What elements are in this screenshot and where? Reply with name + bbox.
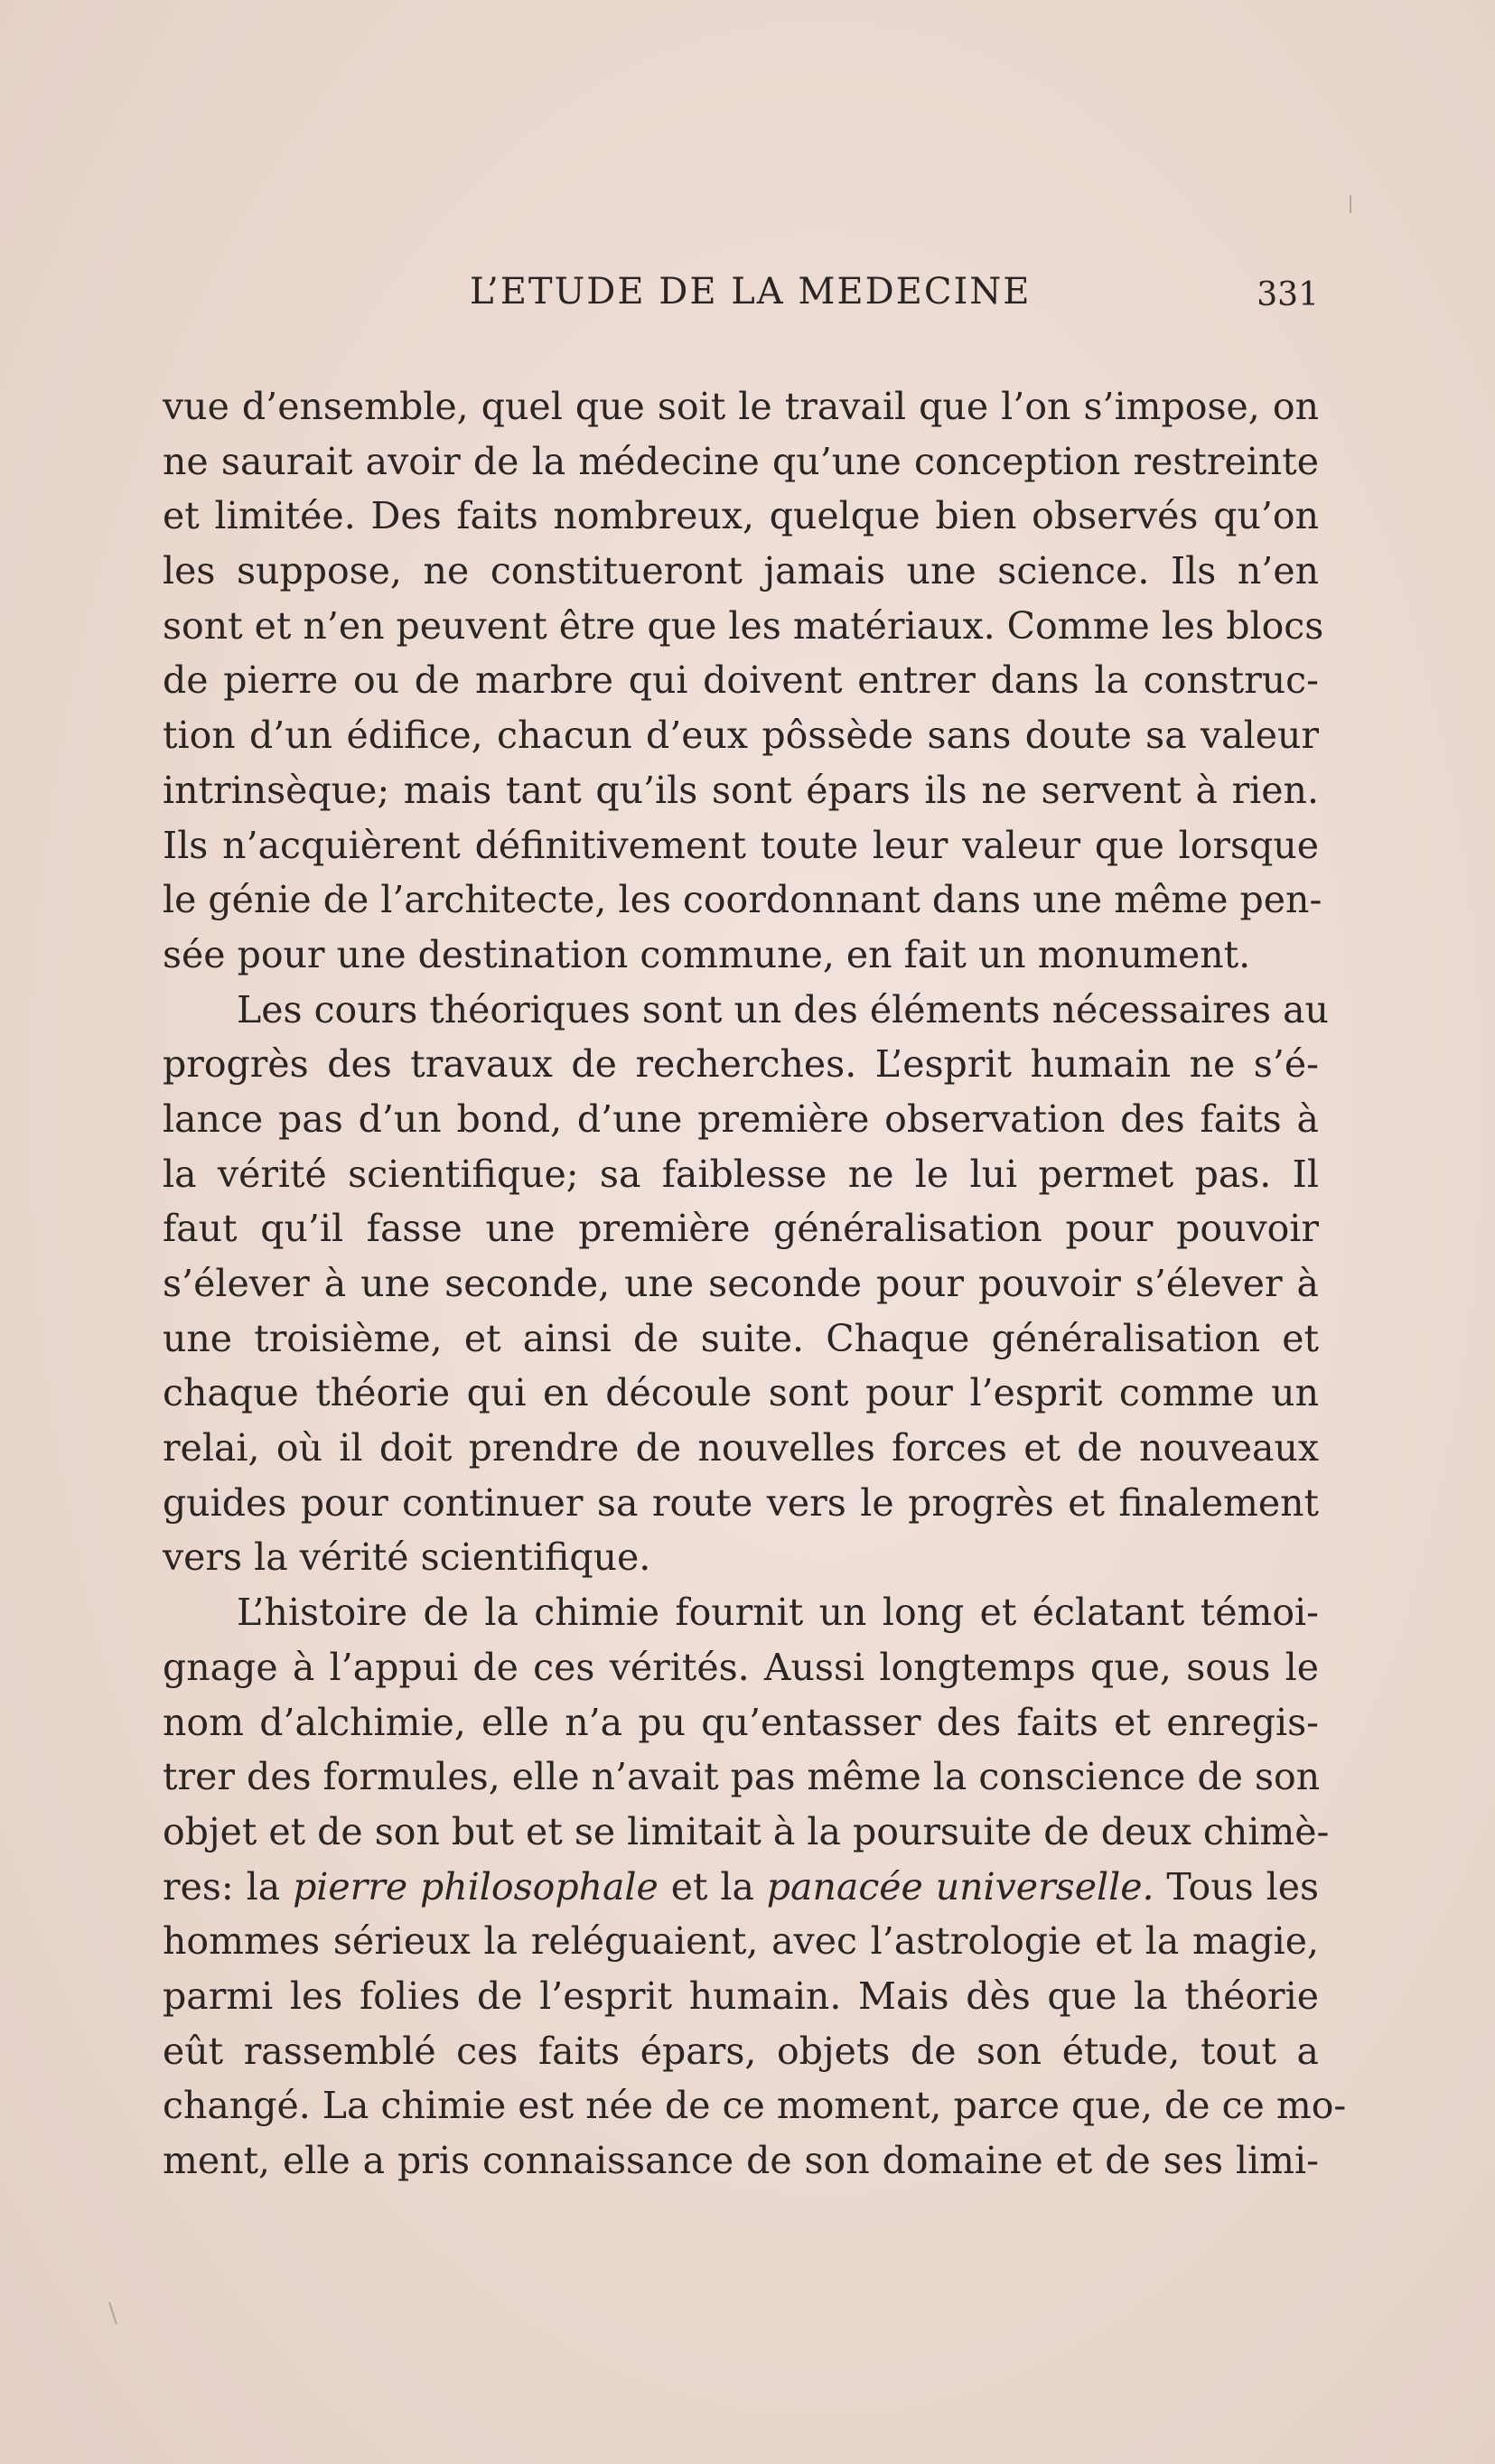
text-line — [163, 1256, 1319, 1311]
text-segment: la vérité scientifique; sa faiblesse ne le lui permet pas. Il — [163, 1152, 1319, 1196]
text-line — [163, 2078, 1347, 2133]
text-segment: de pierre ou de marbre qui doivent entrer dans la construc- — [163, 658, 1319, 703]
text-segment: vue d’ensemble, quel que soit le travail que l’on s’impose, on — [163, 385, 1319, 428]
running-head-title: L’ETUDE DE LA MEDECINE — [470, 271, 1032, 313]
text-segment: eût rassemblé ces faits épars, objets de son étude, tout a — [163, 2029, 1319, 2073]
paragraph — [163, 379, 1324, 983]
text-segment: gnage à l’appui de ces vérités. Aussi longtemps que, sous le — [163, 1645, 1319, 1689]
text-segment: res: la — [163, 1864, 294, 1909]
text-line — [163, 1914, 1319, 1969]
text-line — [163, 928, 1319, 983]
text-segment: Ils n’acquièrent définitivement toute leur valeur que lorsque — [163, 823, 1319, 867]
text-line — [163, 1530, 1319, 1585]
text-segment: hommes sérieux la reléguaient, avec l’astrologie et la magie, — [163, 1919, 1319, 1964]
italic-phrase: pierre philosophale — [293, 1864, 659, 1909]
text-line — [163, 818, 1319, 873]
text-line — [163, 2133, 1319, 2189]
text-line — [163, 1476, 1319, 1531]
text-line — [163, 1311, 1319, 1367]
text-segment: L’histoire de la chimie fournit un long et éclatant témoi- — [237, 1591, 1319, 1635]
text-segment: tion d’un édifice, chacun d’eux pôssède sans doute sa valeur — [163, 714, 1319, 758]
paragraph — [163, 983, 1329, 1586]
page-number: 331 — [1257, 276, 1319, 313]
text-segment: parmi les folies de l’esprit humain. Mais dès que la théorie — [163, 1974, 1319, 2018]
text-segment: sée pour une destination commune, en fait un monument. — [163, 932, 1251, 976]
text-line — [163, 1860, 1319, 1915]
text-line — [163, 489, 1319, 544]
text-segment: le génie de l’architecte, les coordonnant dans une même pen- — [163, 878, 1322, 922]
text-segment: trer des formules, elle n’avait pas même la conscience de son — [163, 1755, 1321, 1799]
text-segment: intrinsèque; mais tant qu’ils sont épars ils ne servent à rien. — [163, 768, 1319, 812]
text-line — [163, 708, 1319, 763]
text-line — [163, 1805, 1330, 1860]
text-segment: Les cours théoriques sont un des éléments nécessaires au — [237, 987, 1329, 1031]
text-segment: chaque théorie qui en découle sont pour l’esprit comme un — [163, 1371, 1319, 1415]
text-segment: Tous les — [1154, 1864, 1319, 1909]
body-text — [163, 379, 1347, 2189]
text-line — [163, 873, 1322, 928]
paragraph — [163, 1585, 1347, 2189]
text-line — [163, 1421, 1319, 1476]
text-line — [163, 983, 1329, 1038]
text-line — [163, 1092, 1319, 1147]
text-line — [163, 1585, 1319, 1640]
text-line — [163, 653, 1319, 708]
text-segment: sont et n’en peuvent être que les matériaux. Comme les blocs — [163, 603, 1324, 648]
text-segment: ment, elle a pris connaissance de son domaine et de ses limi- — [163, 2139, 1319, 2182]
text-segment: une troisième, et ainsi de suite. Chaque généralisation et — [163, 1316, 1319, 1360]
paper-blemish — [1350, 195, 1351, 213]
text-line — [163, 1366, 1319, 1421]
text-segment: s’élever à une seconde, une seconde pour pouvoir s’élever à — [163, 1262, 1319, 1305]
text-segment: objet et de son but et se limitait à la poursuite de deux chimè- — [163, 1809, 1330, 1853]
text-line — [163, 434, 1319, 490]
text-segment: les suppose, ne constitueront jamais une science. Ils n’en — [163, 549, 1319, 593]
text-segment: et la — [658, 1864, 767, 1909]
text-segment: guides pour continuer sa route vers le progrès et finalement — [163, 1480, 1319, 1525]
text-line — [163, 544, 1319, 599]
text-segment: lance pas d’un bond, d’une première observation des faits à — [163, 1097, 1319, 1141]
text-line — [163, 1201, 1319, 1256]
running-head — [163, 271, 1319, 334]
text-line — [163, 763, 1319, 818]
text-line — [163, 1695, 1319, 1750]
text-segment: changé. La chimie est née de ce moment, parce que, de ce mo- — [163, 2084, 1347, 2128]
text-segment: et limitée. Des faits nombreux, quelque bien observés qu’on — [163, 494, 1319, 538]
text-segment: vers la vérité scientifique. — [163, 1535, 651, 1580]
text-segment: nom d’alchimie, elle n’a pu qu’entasser des faits et enregis- — [163, 1700, 1319, 1744]
text-line — [163, 599, 1324, 654]
italic-phrase: panacée universelle. — [766, 1864, 1154, 1909]
text-segment: faut qu’il fasse une première généralisation pour pouvoir — [163, 1207, 1319, 1251]
paper-blemish — [108, 2301, 117, 2324]
text-line — [163, 1750, 1319, 1805]
text-segment: progrès des travaux de recherches. L’esprit humain ne s’é- — [163, 1042, 1319, 1087]
text-segment: relai, où il doit prendre de nouvelles forces et de nouveaux — [163, 1426, 1319, 1470]
text-line — [163, 1147, 1319, 1202]
text-line — [163, 379, 1319, 434]
text-line — [163, 1037, 1319, 1092]
text-line — [163, 1969, 1319, 2024]
text-line — [163, 2024, 1319, 2079]
text-line — [163, 1640, 1319, 1695]
text-segment: ne saurait avoir de la médecine qu’une conception restreinte — [163, 439, 1319, 483]
